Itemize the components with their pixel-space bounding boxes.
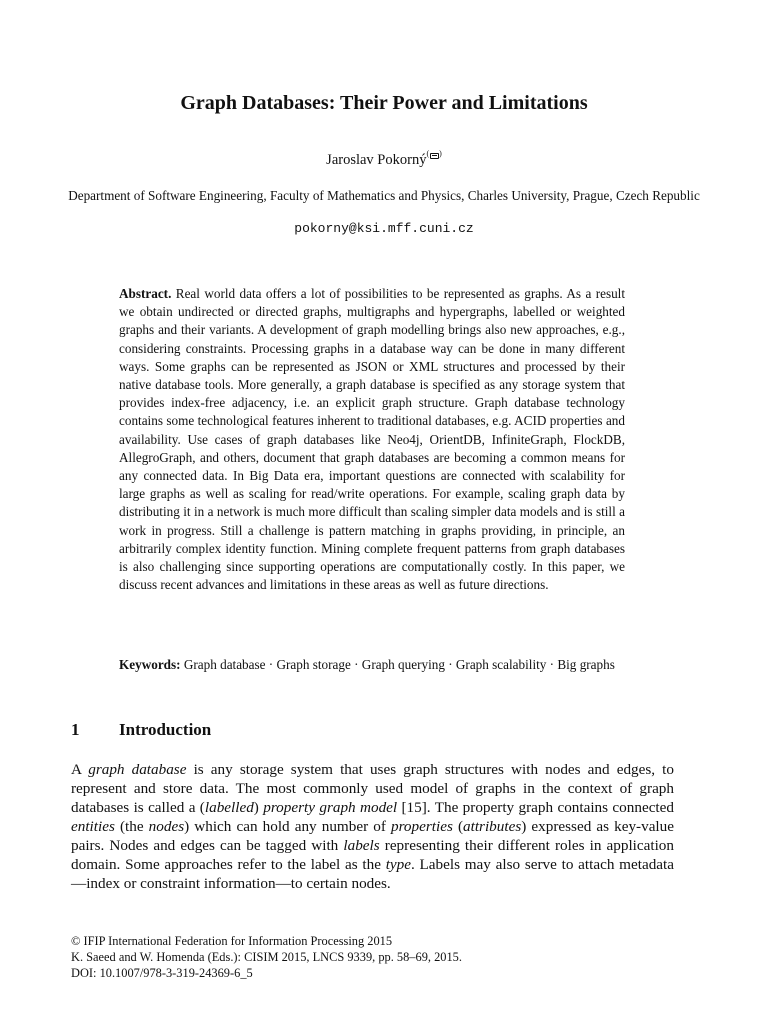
sup-close: ) xyxy=(439,149,442,158)
section-number: 1 xyxy=(71,720,80,739)
paper-title: Graph Databases: Their Power and Limitations xyxy=(180,92,588,114)
author-email: pokorny@ksi.mff.cuni.cz xyxy=(294,221,474,236)
intro-emphasis: attributes xyxy=(463,818,522,835)
intro-text: is any storage system that uses graph structures with nodes and edges, to represent and store data. The most commonly used model of graphs in the context of graph databases is called a ( xyxy=(71,761,674,816)
abstract xyxy=(119,285,625,594)
footer-doi: DOI: 10.1007/978-3-319-24369-6_5 xyxy=(71,966,253,980)
section-heading xyxy=(71,720,211,740)
intro-emphasis: graph database xyxy=(88,761,187,778)
intro-text: . Labels may also serve to attach metadata—index or constraint information—to certain nodes. xyxy=(71,856,674,892)
copyright-footer xyxy=(71,933,691,981)
intro-emphasis: entities xyxy=(71,818,115,835)
intro-emphasis: labelled xyxy=(204,799,254,816)
author-name: Jaroslav Pokorný xyxy=(326,151,427,168)
intro-text: (the xyxy=(114,818,149,835)
intro-text: [15]. The property graph contains connected xyxy=(397,799,674,816)
author-line xyxy=(0,151,768,169)
footer-copyright: © IFIP International Federation for Information Processing 2015 xyxy=(71,934,393,948)
intro-emphasis: nodes xyxy=(148,818,185,835)
intro-paragraph xyxy=(71,760,674,893)
intro-emphasis: labels xyxy=(343,837,380,854)
intro-text: ( xyxy=(452,818,464,835)
intro-text: ) expressed as key-value pairs. Nodes and edges can be tagged with xyxy=(71,818,674,854)
intro-text: ) xyxy=(253,799,264,816)
keywords xyxy=(119,656,625,674)
intro-emphasis: type xyxy=(385,856,411,873)
intro-text: A xyxy=(71,761,89,778)
sup-open: ( xyxy=(426,149,430,158)
intro-emphasis: property graph model xyxy=(263,799,398,816)
footer-citation: K. Saeed and W. Homenda (Eds.): CISIM 2015, LNCS 9339, pp. 58–69, 2015. xyxy=(71,950,462,964)
abstract-text: Real world data offers a lot of possibilities to be represented as graphs. As a result we obtain undirected or directed graphs, multigraphs and hypergraphs, labelled or weighted graphs and their variants. A development of graph modelling brings also new approaches, e.g., considering constraints. Processing graphs in a database way can be done in many different ways. Some graphs can be represented as JSON or XML structures and processed by their native database tools. More generally, a graph database is specified as any storage system that provides index-free adjacency, i.e. an explicit graph structure. Graph database technology contains some technological features inherent to traditional databases, e.g. ACID properties and availability. Use cases of graph databases like Neo4j, OrientDB, InfiniteGraph, FlockDB, AllegroGraph, and others, document that graph databases are becoming a common means for any connected data. In Big Data era, important questions are connected with scalability for large graphs as well as scaling for read/write operations. For example, scaling graph data by distributing it in a network is much more difficult than scaling simpler data models and is still a work in progress. Still a challenge is pattern matching in graphs providing, in principle, an arbitrarily complex identity function. Mining complete frequent patterns from graph databases is also challenging since supporting operations are computationally costly. In this paper, we discuss recent advances and limitations in these areas as well as future directions. xyxy=(119,286,625,593)
keywords-text: Graph database · Graph storage · Graph querying · Graph scalability · Big graphs xyxy=(183,657,615,672)
keywords-label: Keywords: xyxy=(119,657,181,672)
intro-emphasis: properties xyxy=(390,818,453,835)
intro-text: ) which can hold any number of xyxy=(184,818,391,835)
section-title: Introduction xyxy=(119,720,212,739)
abstract-label: Abstract. xyxy=(119,286,172,301)
intro-text: representing their different roles in application domain. Some approaches refer to the label as the xyxy=(71,837,674,873)
author-affiliation: Department of Software Engineering, Faculty of Mathematics and Physics, Charles University, Prague, Czech Republic xyxy=(68,188,700,203)
envelope-icon xyxy=(430,153,439,159)
